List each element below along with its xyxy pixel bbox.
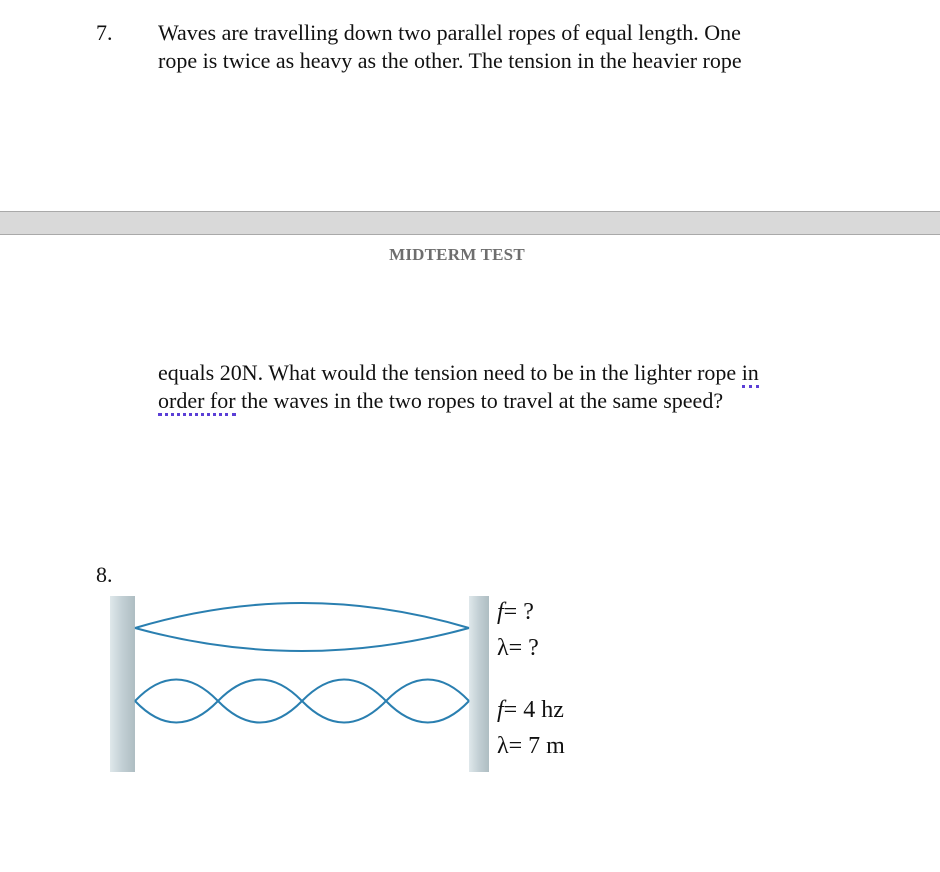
question-7-line-1: Waves are travelling down two parallel ropes of equal length. One xyxy=(158,20,741,45)
left-post xyxy=(110,596,135,772)
question-7-line-4-text: the waves in the two ropes to travel at the same speed? xyxy=(235,388,724,413)
question-7-line-2: rope is twice as heavy as the other. The tension in the heavier rope xyxy=(158,48,742,73)
top-wave-wavelength xyxy=(497,633,539,663)
top-wave-wavelength-value: = ? xyxy=(508,635,539,661)
top-wave-lower xyxy=(135,628,469,651)
bottom-wave-frequency-value: = 4 hz xyxy=(503,697,564,723)
bottom-wave-lower xyxy=(135,701,469,723)
bottom-wave-frequency xyxy=(497,695,564,725)
question-8-number: 8. xyxy=(96,562,113,587)
bottom-wave-wavelength xyxy=(497,731,565,761)
question-7-number: 7. xyxy=(96,20,113,45)
question-7-line-3-text: equals 20N. What would the tension need to be in the lighter rope xyxy=(158,360,742,385)
frequency-symbol: f xyxy=(497,697,504,723)
bottom-wave-upper xyxy=(135,680,469,702)
lambda-symbol: λ xyxy=(497,733,509,759)
right-post xyxy=(469,596,489,772)
lambda-symbol: λ xyxy=(497,635,509,661)
page-header: MIDTERM TEST xyxy=(389,245,525,264)
frequency-symbol: f xyxy=(497,599,504,625)
bottom-wave-wavelength-value: = 7 m xyxy=(508,733,565,759)
grammar-flag-order-for[interactable]: order for xyxy=(158,388,236,416)
top-wave-frequency xyxy=(497,597,534,627)
top-wave-frequency-value: = ? xyxy=(503,599,534,625)
top-wave-upper xyxy=(135,603,469,628)
grammar-flag-in[interactable]: in xyxy=(742,360,759,388)
